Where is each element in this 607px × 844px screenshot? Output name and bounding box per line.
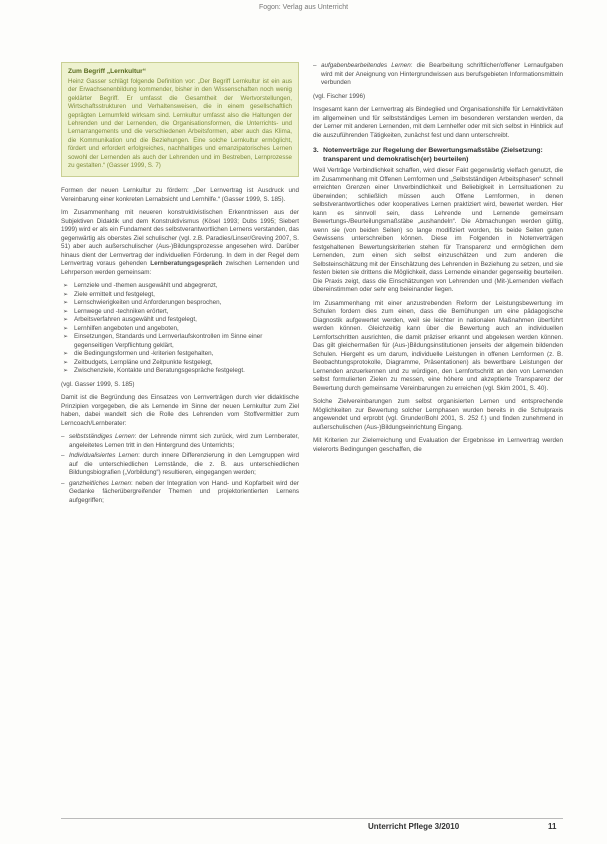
list-item: ➢ Ziele ermittelt und festgelegt, — [63, 290, 155, 298]
arrow-bullet-icon: ➢ — [63, 359, 69, 366]
infobox-text: Heinz Gasser schlägt folgende Definition vor: „Der Begriff Lernkultur ist ein aus der Erwachsenenbildung kommender, bisher in den Wissenschaften noch wenig geklärter Begriff. Er umfasst die Gesamtheit der Wertvorstellungen, Wirtschaftsstrukturen und Verhaltensweisen, die in einem gesellschaftlich geprägten Lernumfeld wirksam sind. Lernkultur umfasst also die Haltungen der Lehrenden und der Lernenden, die Organisationsformen, die Unterrichts- und Lernarrangements und die verschiedenen Arbeitsformen, aber auch das Klima, die Kommunikation und die Beziehungen. Eine solche Lernkultur ermöglicht, fördert und erfordert erfolgreiches, nachhaltiges und emanzipatorisches Lernen sowohl der Lernenden als auch der Lehrenden und im Bestreben, Lernprozesse zu gestalten.“ (Gasser 1999, S. 7) — [68, 78, 292, 170]
arrow-bullet-icon: ➢ — [63, 283, 69, 290]
list-item: ➢ Lernziele und -themen ausgewählt und abgegrenzt, — [63, 282, 218, 290]
paragraph: Solche Zielvereinbarungen zum selbst organisierten Lernen und entsprechende Möglichkeiten zur Bewertung solcher Lernphasen wurden bereits in die Schulpraxis angewendet und erprobt (vgl. Grunder/Bohl 2001, S. 252 f.) und finden zunehmend in außerschulischen (Aus-)Bildungseinrichtung Eingang. — [313, 398, 563, 431]
paragraph: Weil Verträge Verbindlichkeit schaffen, wird dieser Fakt gegenwärtig vielfach genutzt, die im Zusammenhang mit Offenen Lernformen und „Selbstständigen Arbeitsphasen“ schnell erreichten Grenzen einer Unverbindlichkeit und Beliebigkeit in Lernsituationen zu überwinden; schließlich müssen auch Offene Lernformen, in denen selbstverantwortliches oder kooperatives Lernen praktiziert wird, bewertet werden. Hier kann es sinnvoll sein, dass Lehrende und Lernende gemeinsam Bewertungs-/Beurteilungsmaßstäbe „aushandeln“. Die Abmachungen werden gültig, wenn sie (von beiden Seiten) so lange modifiziert worden, bis beide Seiten guten Gewissens unterschreiben können. Diese im Folgenden in Notenverträgen festgehaltenen Bewertungskriterien stehen für Transparenz und ermöglichen dem Lernenden, zum einen sich selbst einzuschätzen und zum anderen die Selbsteinschätzung mit der Einschätzung des Lehrenden in Beziehung zu setzen, und sie festen bieten sie drittens die Möglichkeit, dass Lernende einander gegenseitig beurteilen. Die Praxis zeigt, dass die Einschätzungen von Lehrenden und (Mit-)Lernenden vielfach übereinstimmen oder sehr eng beieinander liegen. — [313, 167, 563, 293]
bold-term: Lernberatungsgespräch — [150, 260, 223, 268]
arrow-bullet-icon: ➢ — [63, 291, 69, 298]
paragraph: Im Zusammenhang mit einer anzustrebenden Reform der Leistungsbewertung im Schulen fordern dies zum einen, dass die Bemühungen um eine pädagogische Diagnostik aufgewertet werden, weil sie leichter in nationalen Maßnahmen überführt werden können. Gleichzeitig kann über die Bewertung auch an individuellen Lernfortschritten ausrichten, die damit präziser erkannt und abgelesen werden können. Das gilt gleichermaßen für (Aus-)Bildungsinstitutionen jenseits der allgemein bildenden Schulen. Hiergeht es um darum, individuelle Leistungen in offenen Lernformen (z. B. Beobachtungsprotokolle, Diagramme, Präsentationen) als bewertbare Leistungen der Lernenden anzuerkennen und zu würdigen, den Lernfortschritt an den von Lernenden selbst formulierten Zielen zu messen, eine höhere und akzeptierte Transparenz der Bewertung durch gemeinsame Vereinbarungen zu erreichen (vgl. Skim 2001, S. 40). — [313, 299, 563, 392]
page-header: Fogon: Verlag aus Unterricht — [258, 4, 349, 11]
definition-infobox — [61, 62, 299, 177]
list-item: ➢ Einsetzungen, Standards und Lernverlaufskontrollen im Sinne einer gegenseitigen Verpflichtung geklärt, — [63, 333, 263, 349]
bullet-list — [61, 282, 299, 376]
arrow-bullet-icon: ➢ — [63, 317, 69, 324]
arrow-bullet-icon: ➢ — [63, 325, 69, 332]
arrow-bullet-icon: ➢ — [63, 351, 69, 358]
paragraph: Damit ist die Begründung des Einsatzes von Lernverträgen durch vier didaktische Prinzipien vorgegeben, die als Lernende im Sinne der neuen Lernkultur zum Ziel haben, dabei wandelt sich die Rolle des Lehrenden vom Stoffvermittler zum Lerncoach/Lernberater: — [61, 394, 299, 427]
footer-divider — [61, 818, 563, 819]
page-number: 11 — [548, 822, 557, 831]
arrow-bullet-icon: ➢ — [63, 368, 69, 375]
dash-bullet-icon: – — [313, 62, 317, 69]
section-title-text: Notenverträge zur Regelung der Bewertungsmaßstäbe (Zielsetzung: transparent und demokratisch(er) beurteilen) — [323, 147, 543, 163]
infobox-title: Zum Begriff „Lernkultur“ — [68, 68, 147, 75]
right-column — [313, 62, 563, 459]
list-item: ➢ Lernhilfen angeboten und angeboten, — [63, 324, 179, 332]
list-item: ➢ Arbeitsverfahren ausgewählt und festgelegt, — [63, 316, 197, 324]
paragraph: Im Zusammenhang mit neueren konstruktivistischen Erkenntnissen aus der Subjektiven Didaktik und dem Konstruktivismus (Kösel 1993; Dubs 1995; Siebert 1999) wird er als ein Fundament des selbstverantwortlichen Lernens verstanden, das gegenwärtig als oberstes Ziel schulischer (vgl. z.B. Paradies/Linser/Greving 2007, S. 51) aber auch außerschulischer (Aus-)Bildungsprozesse angesehen wird. Darüber hinaus dient der Lernvertrag der individuellen Förderung. In dem in der Regel dem Lernvertrag voraus gehenden Lernberatungsgespräch zwischen Lernenden und Lehrperson werden gemeinsam: — [61, 209, 299, 276]
left-column — [61, 62, 299, 510]
list-item: – Individualisiertes Lernen: durch innere Differenzierung in den Lerngruppen wird auf die unterschiedlichen Lernstände, die z. B. aus unterschiedlichen Bildungsbiografien („Vorbildung“) resultieren, eingegangen werden; — [61, 452, 299, 477]
dash-bullet-icon: – — [61, 433, 65, 441]
paragraph: Mit Kriterien zur Zielerreichung und Evaluation der Ergebnisse im Lernvertrag werden vielerorts Bedingungen geschaffen, die — [313, 437, 563, 453]
list-item: ➢ Lernschwierigkeiten und Anforderungen besprochen, — [63, 299, 222, 307]
dash-list — [61, 433, 299, 505]
journal-name: Unterricht Pflege 3/2010 — [368, 822, 460, 831]
list-item: ➢ Lernwege und -techniken erörtert, — [63, 307, 169, 315]
list-item: ➢ Zwischenziele, Kontakte und Beratungsgespräche festgelegt. — [63, 367, 245, 375]
list-item: ➢ die Bedingungsformen und -kriterien festgehalten, — [63, 350, 214, 358]
list-item: – ganzheitliches Lernen: neben der Integration von Hand- und Kopfarbeit wird der Gedanke fächerübergreifender Themen und projektorientierten Lernens aufgegriffen; — [61, 479, 300, 504]
dash-bullet-icon: – — [61, 452, 65, 460]
dash-list — [313, 62, 563, 88]
page-footer — [0, 822, 607, 836]
paragraph: Formen der neuen Lernkultur zu fördern: „Der Lernvertrag ist Ausdruck und Vereinbarung einer konkreten Lernabsicht und Lernhilfe.“ (Gasser 1999, S. 185). — [61, 187, 299, 203]
dash-bullet-icon: – — [61, 479, 65, 487]
list-item: – selbstständiges Lernen: der Lehrende nimmt sich zurück, wird zum Lernberater, angeleitetes Lernen tritt in den Hintergrund des Unterrichts; — [61, 433, 299, 449]
list-item: ➢ Zeitbudgets, Lernpläne und Zeitpunkte festgelegt, — [63, 358, 213, 366]
citation: (vgl. Fischer 1996) — [313, 92, 366, 100]
arrow-bullet-icon: ➢ — [63, 334, 69, 341]
arrow-bullet-icon: ➢ — [63, 300, 69, 307]
section-heading — [313, 146, 563, 164]
citation: (vgl. Gasser 1999, S. 185) — [61, 380, 135, 388]
paragraph: Insgesamt kann der Lernvertrag als Bindeglied und Organisationshilfe für Lernaktivitäten im allgemeinen und für selbstständiges Lernen im besonderen verstanden werden, da der Lerner mit anderen Lernenden, mit dem Lernhelfer oder mit sich selbst in Hinblick auf die auszuführenden Tätigkeiten, zunächst fest und dann unterschreibt. — [313, 106, 563, 139]
arrow-bullet-icon: ➢ — [63, 308, 69, 315]
list-item: – aufgabenbearbeitendes Lernen: die Bearbeitung schriftlicher/offener Lernaufgaben wird mit der Aneignung von Hintergrundwissen aus berufsgebieten Informationsmitteln verbunden — [313, 62, 563, 86]
section-number: 3. — [313, 147, 319, 154]
